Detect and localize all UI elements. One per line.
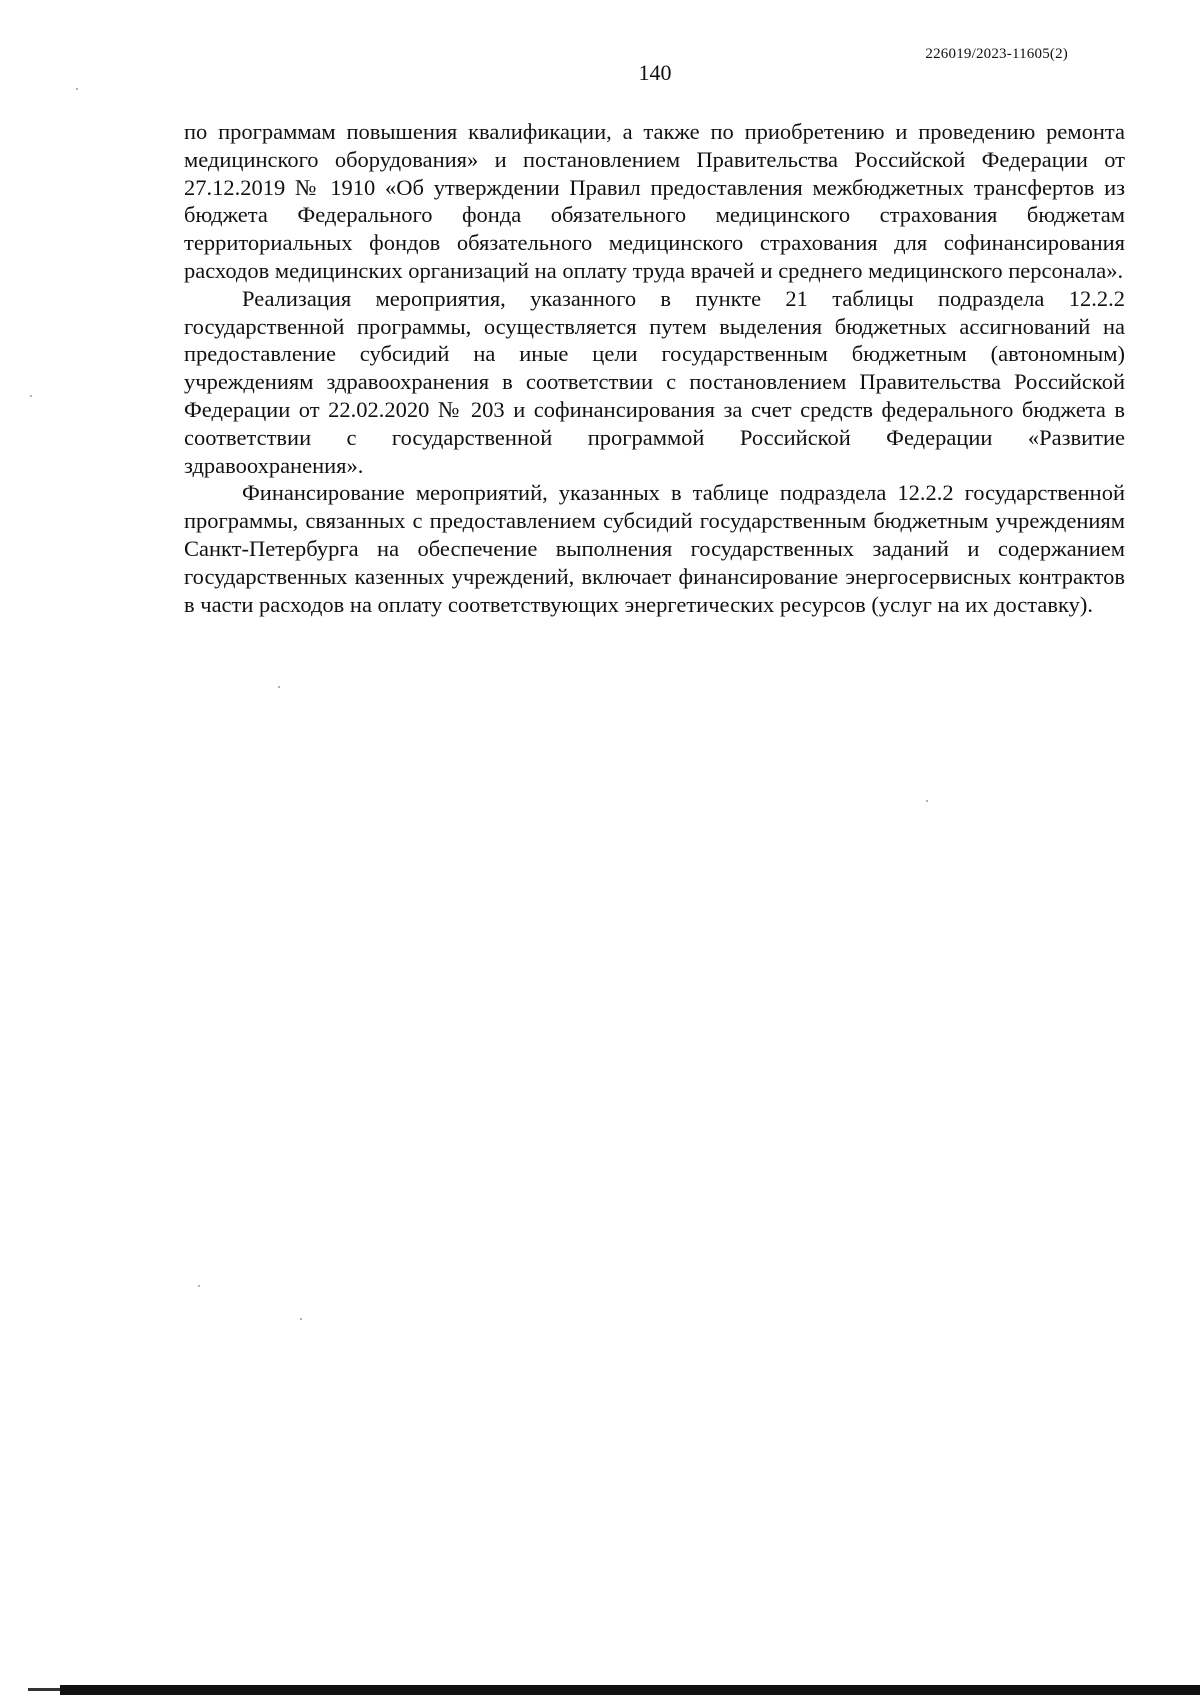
page-number: 140 xyxy=(638,60,672,85)
scan-speck xyxy=(30,395,32,397)
scan-speck xyxy=(926,800,928,802)
paragraph-2: Реализация мероприятия, указанного в пункте 21 таблицы подраздела 12.2.2 государственной программы, осуществляется путем выделения бюджетных ассигнований на предоставление субсидий на иные цели государственным бюджетным (автономным) учреждениям здравоохранения в соответствии с постановлением Правительства Российской Федерации от 22.02.2020 № 203 и софинансирования за счет средств федерального бюджета в соответствии с государственной программой Российской Федерации «Развитие здравоохранения». xyxy=(184,285,1125,478)
document-id: 226019/2023-11605(2) xyxy=(925,46,1068,62)
scan-speck xyxy=(300,1318,302,1320)
scan-speck xyxy=(76,88,78,90)
paragraph-3: Финансирование мероприятий, указанных в таблице подраздела 12.2.2 государственной программы, связанных с предоставлением субсидий государственным бюджетным учреждениям Санкт-Петербурга на обеспечение выполнения государственных заданий и содержанием государственных казенных учреждений, включает финансирование энергосервисных контрактов в части расходов на оплату соответствующих энергетических ресурсов (услуг на их доставку). xyxy=(184,480,1125,617)
scan-speck xyxy=(278,686,280,688)
scan-speck xyxy=(198,1285,200,1287)
paragraph-1: по программам повышения квалификации, а также по приобретению и проведению ремонта медицинского оборудования» и постановлением Правительства Российской Федерации от 27.12.2019 № 1910 «Об утверждении Правил предоставления межбюджетных трансфертов из бюджета Федерального фонда обязательного медицинского страхования бюджетам территориальных фондов обязательного медицинского страхования для софинансирования расходов медицинских организаций на оплату труда врачей и среднего медицинского персонала». xyxy=(184,119,1125,283)
document-body xyxy=(184,118,1125,618)
scan-bottom-bar xyxy=(60,1685,1200,1695)
